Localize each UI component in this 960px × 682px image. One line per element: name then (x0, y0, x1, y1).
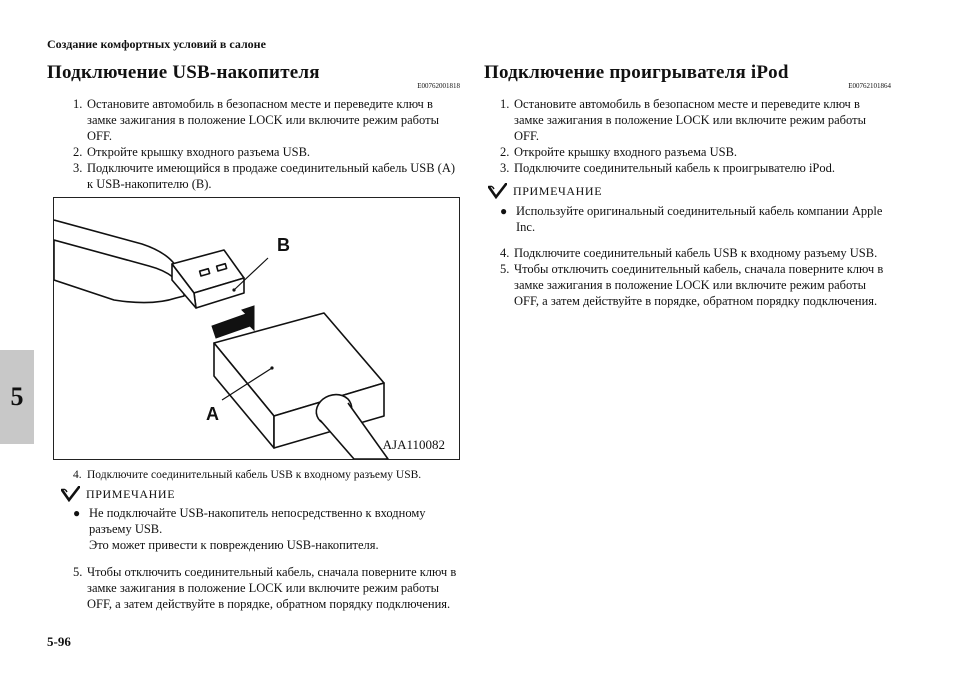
right-steps-list (500, 96, 892, 176)
left-note-bullet: ● Не подключайте USB-накопитель непосредственно к входному разъему USB. Это может привести к повреждению USB-накопителя. (73, 506, 426, 552)
note-icon (488, 183, 507, 199)
left-step-5 (73, 564, 458, 612)
list-item: 5. Чтобы отключить соединительный кабель, сначала поверните ключ в замке зажигания в положение LOCK или включите режим работы OFF, а затем действуйте в порядке, обратном порядку подключения. (500, 262, 884, 308)
bullet-dot-icon: ● (73, 506, 81, 520)
figure-label-b: B (277, 235, 290, 255)
chapter-tab (0, 350, 34, 444)
right-note-heading: ПРИМЕЧАНИЕ (488, 183, 602, 199)
list-item: 2. Откройте крышку входного разъема USB. (500, 145, 738, 159)
list-item: 1. Остановите автомобиль в безопасном месте и переведите ключ в замке зажигания в положение LOCK или включите режим работы OFF. (500, 97, 866, 143)
note-icon (61, 486, 80, 502)
list-item: 4. Подключите соединительный кабель USB к входному разъему USB. (500, 246, 878, 260)
page-number: 5-96 (47, 634, 71, 649)
usb-illustration (53, 197, 460, 460)
figure-code: AJA110082 (382, 437, 445, 452)
left-section-title: Подключение USB-накопителя (47, 62, 320, 83)
running-header: Создание комфортных условий в салоне (47, 37, 266, 51)
right-section-title: Подключение проигрывателя iPod (484, 62, 789, 83)
bullet-dot-icon: ● (500, 204, 508, 218)
right-steps-after (500, 245, 892, 309)
right-section-code: E00762101864 (848, 82, 891, 90)
left-steps-list (73, 96, 458, 192)
usb-drawing (54, 198, 459, 459)
flash-drive-body (54, 240, 184, 303)
list-item: 3. Подключите соединительный кабель к проигрывателю iPod. (500, 161, 835, 175)
left-note-heading: ПРИМЕЧАНИЕ (61, 486, 175, 502)
left-step-4 (73, 467, 463, 483)
list-item: 5. Чтобы отключить соединительный кабель, сначала поверните ключ в замке зажигания в положение LOCK или включите режим работы OFF, а затем действуйте в порядке, обратном порядку подключения. (73, 565, 457, 611)
right-note-bullet: ● Используйте оригинальный соединительный кабель компании Apple Inc. (500, 204, 883, 234)
left-section-code: E00762001818 (417, 82, 460, 90)
list-item: 4. Подключите соединительный кабель USB к входному разъему USB. (73, 469, 422, 481)
chapter-number: 5 (10, 382, 24, 411)
list-item: 3. Подключите имеющийся в продаже соединительный кабель USB (A) к USB-накопителю (B). (73, 161, 456, 191)
list-item: 1. Остановите автомобиль в безопасном месте и переведите ключ в замке зажигания в положение LOCK или включите режим работы OFF. (73, 97, 439, 143)
figure-label-a: A (206, 404, 219, 424)
list-item: 2. Откройте крышку входного разъема USB. (73, 145, 311, 159)
